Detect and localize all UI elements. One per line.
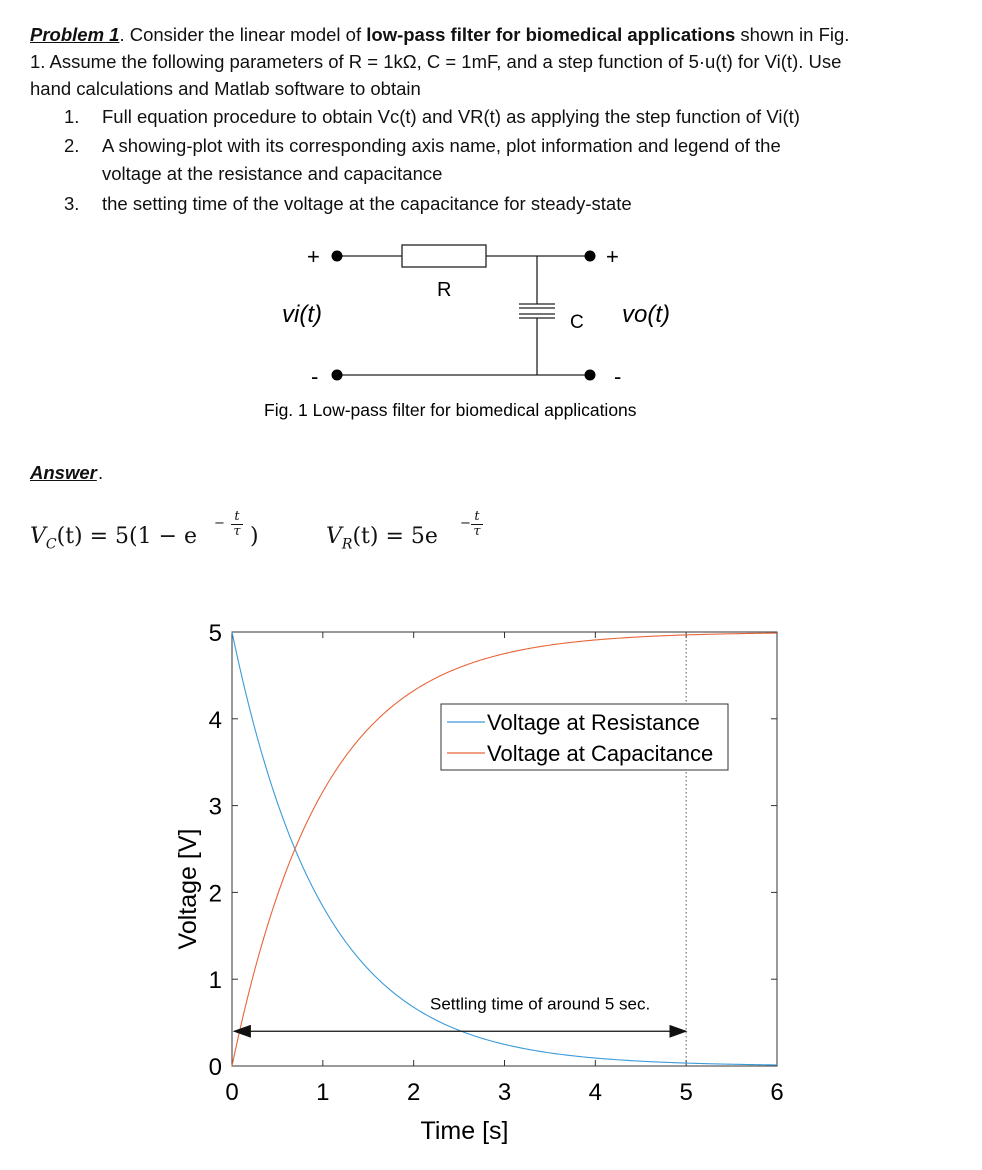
vi-label: vi(t) <box>282 301 322 328</box>
terminal-in-plus <box>332 251 343 262</box>
equation-vr: $V_R(t) = 5e$ <box>326 524 438 553</box>
vo-label: vo(t) <box>622 301 670 328</box>
problem-line-3: hand calculations and Matlab software to obtain <box>30 78 421 99</box>
x-tick-label: 1 <box>316 1079 330 1106</box>
terminal-out-plus <box>585 251 596 262</box>
circuit-diagram <box>0 230 982 430</box>
legend-entry-1: Voltage at Capacitance <box>487 741 714 766</box>
y-tick-label: 2 <box>208 880 222 908</box>
plus-left: + <box>307 244 320 269</box>
x-axis-label: Time [s] <box>420 1117 509 1145</box>
equation-vc: $V_C(t) = 5(1 - e$ <box>30 524 198 553</box>
problem-line-2: 1. Assume the following parameters of R = 1kΩ, C = 1mF, and a step function of 5·u(t) for Vi(t). Use <box>30 51 842 72</box>
x-tick-label: 5 <box>679 1079 693 1106</box>
y-tick-label: 5 <box>208 620 222 647</box>
y-axis-label: Voltage [V] <box>174 828 202 950</box>
x-tick-label: 0 <box>225 1079 239 1106</box>
item-1-num: 1. <box>64 106 80 127</box>
settling-annotation: Settling time of around 5 sec. <box>430 994 651 1014</box>
voltage-chart <box>0 600 982 1160</box>
capacitor-label: C <box>570 312 584 333</box>
y-tick-label: 3 <box>208 793 222 821</box>
item-3-num: 3. <box>64 193 80 214</box>
problem-subject: low-pass filter for biomedical applications <box>366 24 736 45</box>
y-tick-label: 4 <box>208 706 222 734</box>
figure-caption: Fig. 1 Low-pass filter for biomedical applications <box>264 400 637 420</box>
item-1-text: Full equation procedure to obtain Vc(t) and VR(t) as applying the step function of Vi(t) <box>102 106 800 127</box>
legend-entry-0: Voltage at Resistance <box>487 710 700 735</box>
resistor-label: R <box>437 279 452 301</box>
terminal-out-minus <box>585 370 596 381</box>
equation-vr-exponent: − t τ <box>466 510 488 539</box>
x-tick-label: 6 <box>770 1079 784 1106</box>
item-3-text: the setting time of the voltage at the capacitance for steady-state <box>102 193 632 214</box>
x-tick-label: 4 <box>588 1079 603 1106</box>
resistor <box>402 245 486 267</box>
y-tick-label: 1 <box>208 967 222 995</box>
terminal-in-minus <box>332 370 343 381</box>
y-tick-label: 0 <box>208 1054 222 1081</box>
minus-right: - <box>614 364 622 389</box>
equation-vc-exponent: − t τ <box>222 510 252 539</box>
answer-label: Answer <box>30 462 97 483</box>
x-tick-label: 2 <box>406 1079 421 1106</box>
legend <box>441 704 728 770</box>
problem-label: Problem 1 <box>30 24 120 45</box>
item-2-text-cont: voltage at the resistance and capacitance <box>102 163 443 184</box>
item-2-num: 2. <box>64 135 80 156</box>
plus-right: + <box>606 244 619 269</box>
problem-line-1: Problem 1. Consider the linear model of low-pass filter for biomedical applications shown in Fig. <box>30 24 850 45</box>
x-tick-label: 3 <box>497 1079 512 1106</box>
minus-left: - <box>311 364 319 389</box>
item-2-text: A showing-plot with its corresponding axis name, plot information and legend of the <box>102 135 781 156</box>
